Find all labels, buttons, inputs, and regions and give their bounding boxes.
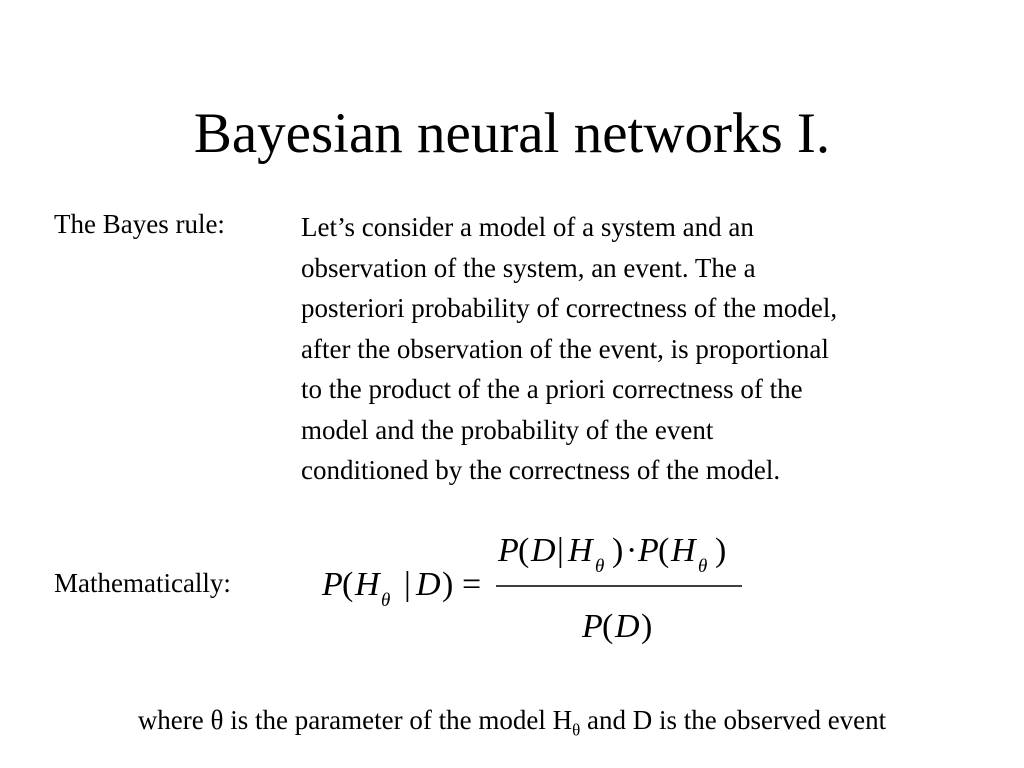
lhs-close-paren: ) (442, 566, 454, 603)
description-line: to the product of the a priori correctness of the (301, 374, 803, 404)
den-p: P (582, 608, 603, 645)
lhs-bar: | (404, 566, 411, 603)
num-subscript-2: θ (698, 556, 708, 577)
num-close-paren-1: ) (612, 532, 624, 569)
formula-denominator (581, 608, 652, 645)
footer-text-start: where θ is the parameter of the model H (137, 705, 573, 735)
lhs-h: H (355, 566, 380, 603)
formula-lhs (321, 566, 481, 611)
description-line: conditioned by the correctness of the model. (301, 455, 781, 485)
bayes-rule-label: The Bayes rule: (54, 209, 225, 239)
num-h1: H (568, 532, 593, 569)
den-open-paren: ( (602, 608, 614, 645)
lhs-open-paren: ( (342, 566, 354, 603)
footer-subscript: θ (572, 720, 581, 740)
den-d: D (615, 608, 640, 645)
lhs-p: P (322, 566, 343, 603)
slide-title: Bayesian neural networks I. (193, 102, 831, 165)
num-open-paren-2: ( (658, 532, 670, 569)
bayes-rule-description (301, 207, 1001, 491)
formula-numerator (497, 532, 726, 577)
lhs-subscript: θ (381, 590, 391, 611)
description-line: model and the probability of the event (301, 414, 714, 445)
mathematically-label: Mathematically: (54, 568, 231, 598)
equals-sign: = (462, 566, 482, 603)
num-subscript-1: θ (595, 556, 605, 577)
num-bar: | (557, 532, 564, 569)
num-d: D (531, 532, 556, 569)
num-open-paren-1: ( (518, 532, 530, 569)
num-h2: H (671, 532, 696, 569)
footer-note (0, 702, 1024, 738)
footer-text-end: and D is the observed event (580, 705, 887, 735)
bayes-formula (310, 530, 760, 660)
num-p1: P (498, 532, 519, 569)
description-line: after the observation of the event, is proportional (301, 333, 829, 364)
den-close-paren: ) (641, 608, 653, 645)
multiplication-dot: · (626, 532, 638, 569)
lhs-d: D (416, 566, 441, 603)
description-line: observation of the system, an event. The a (301, 252, 756, 283)
num-p2: P (638, 532, 659, 569)
num-close-paren-2: ) (715, 532, 727, 569)
description-line: Let’s consider a model of a system and an (301, 212, 754, 242)
description-line: posteriori probability of correctness of the model, (301, 293, 838, 323)
